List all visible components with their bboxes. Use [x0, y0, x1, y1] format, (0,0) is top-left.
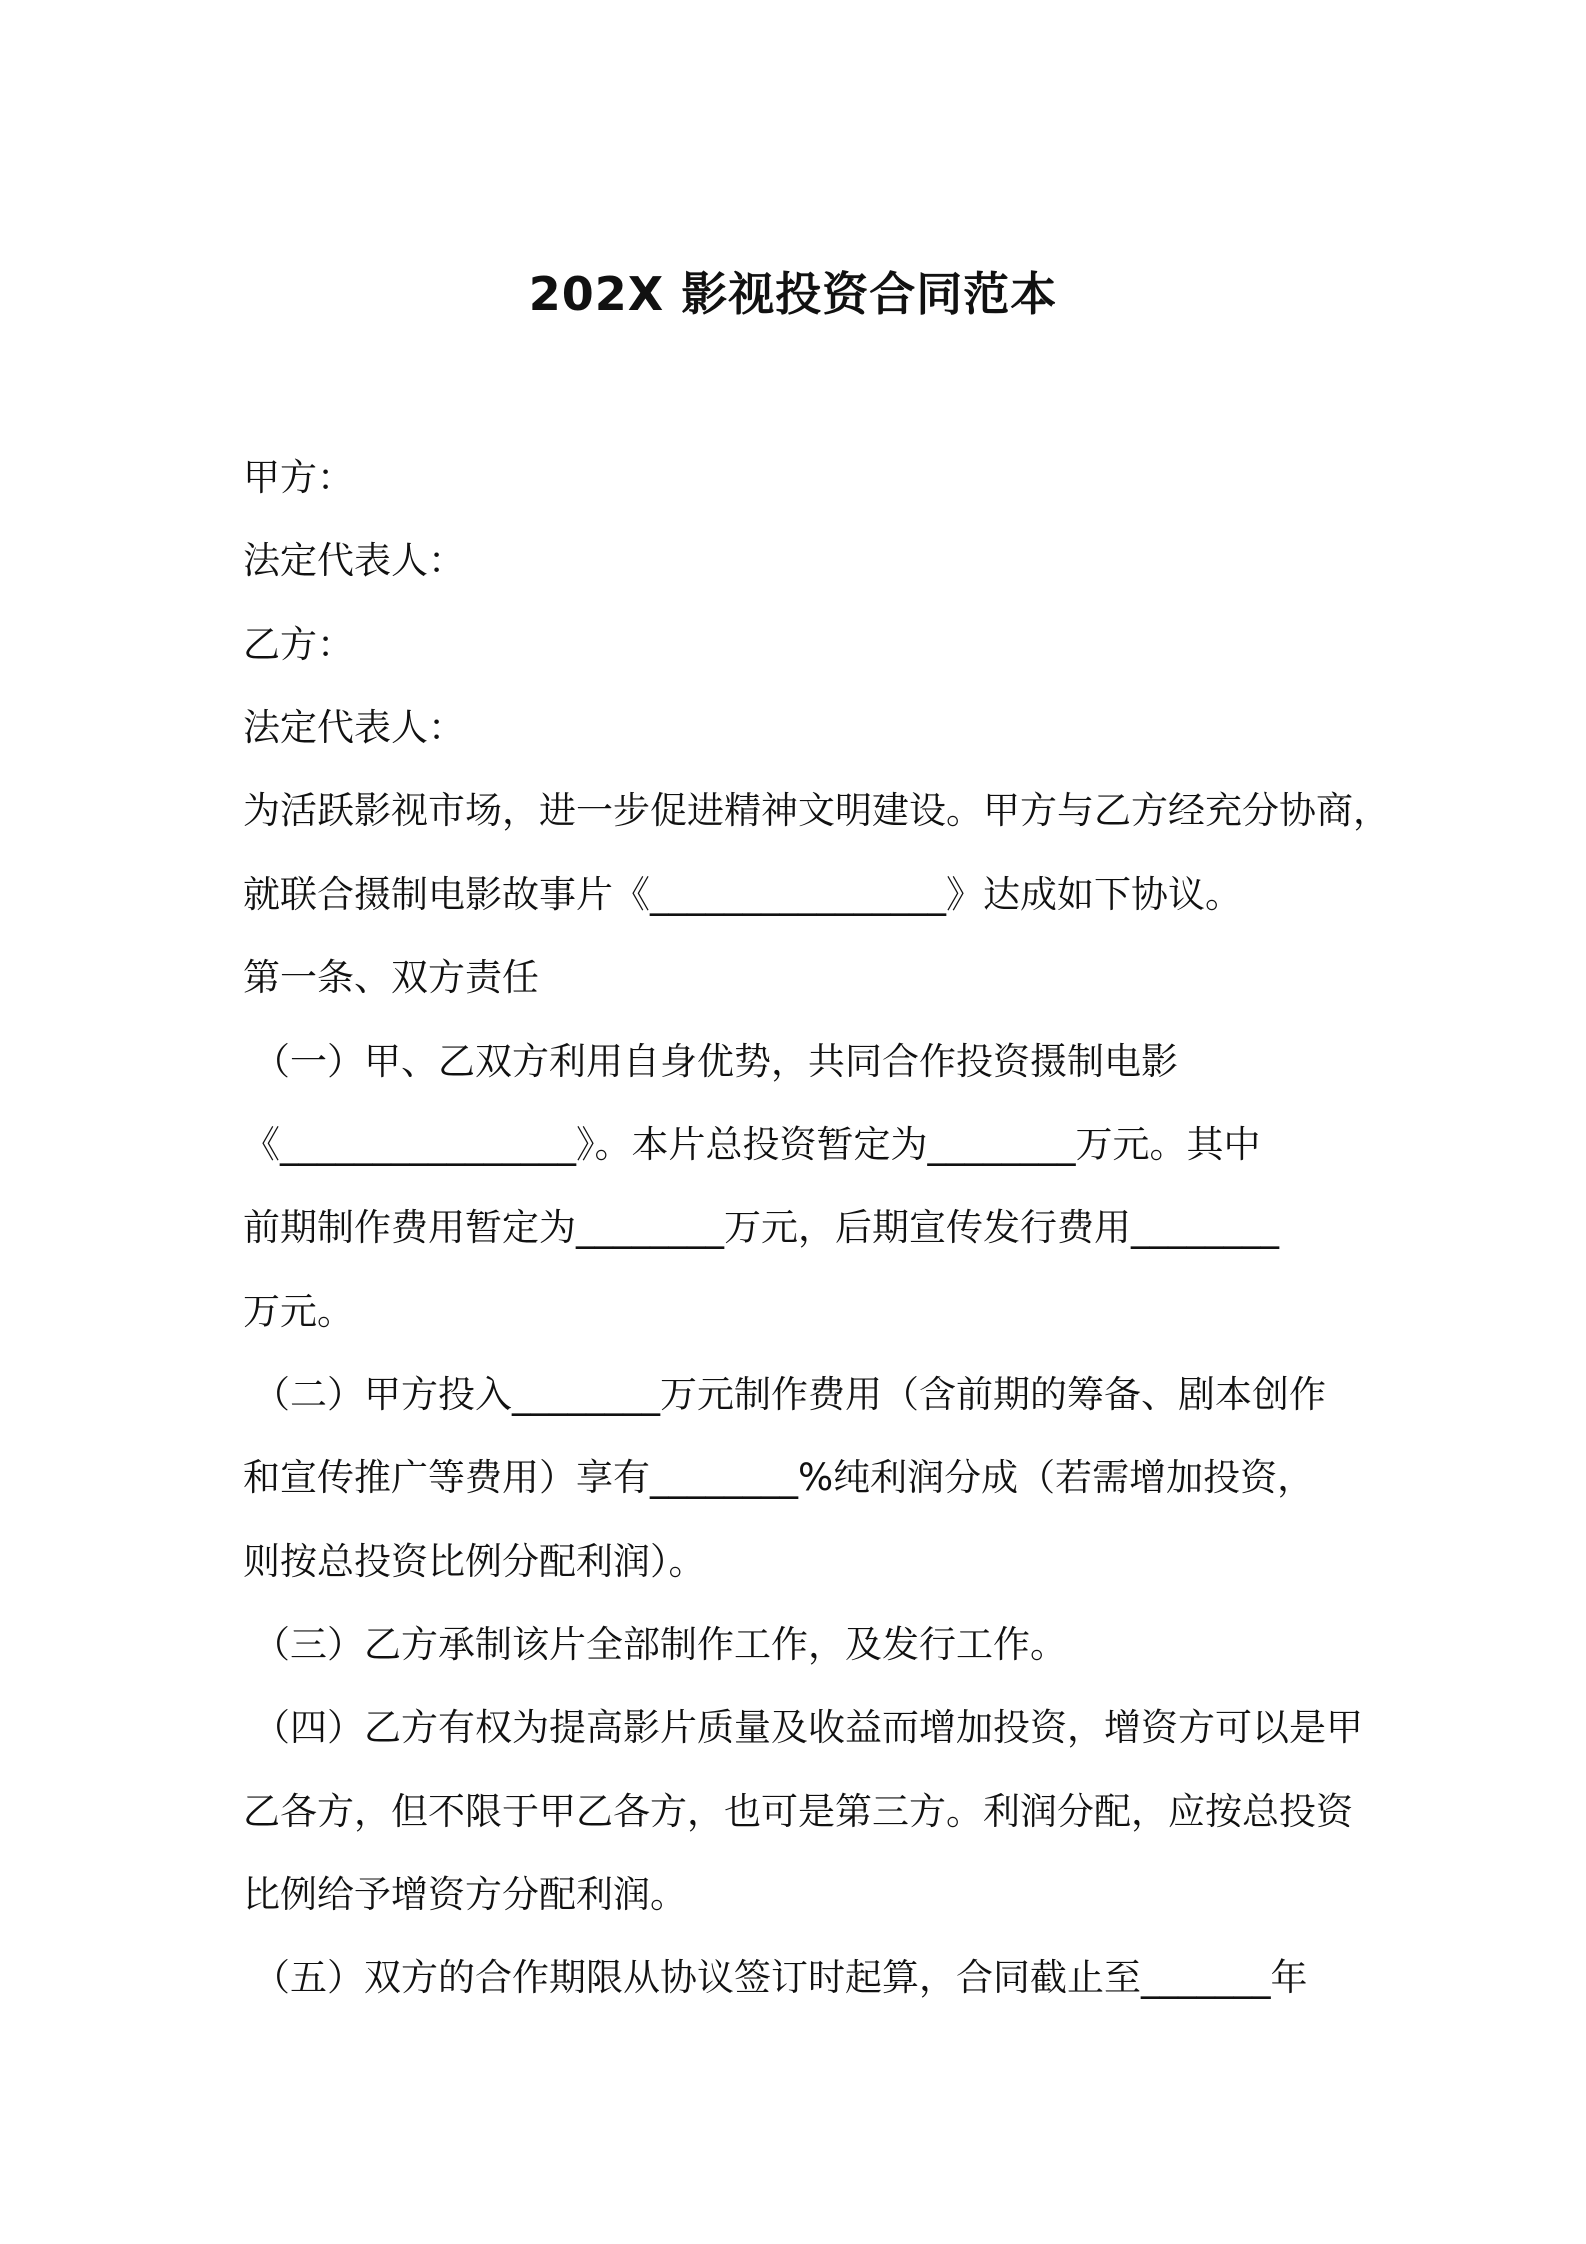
- party-a-label: 甲方：: [243, 456, 354, 499]
- clause-1-line-1: （一）甲、乙双方利用自身优势，共同合作投资摄制电影: [253, 1040, 1178, 1083]
- party-b-label: 乙方：: [243, 623, 354, 666]
- party-b-representative-label: 法定代表人：: [243, 706, 465, 749]
- clause-1-line-3: 前期制作费用暂定为________万元，后期宣传发行费用________: [243, 1206, 1279, 1249]
- clause-2-line-2: 和宣传推广等费用）享有________%纯利润分成（若需增加投资，: [243, 1456, 1315, 1499]
- clause-4-line-1: （四）乙方有权为提高影片质量及收益而增加投资，增资方可以是甲: [253, 1706, 1363, 1749]
- clause-3-line-1: （三）乙方承制该片全部制作工作，及发行工作。: [253, 1623, 1067, 1666]
- clause-2-line-3: 则按总投资比例分配利润）。: [243, 1540, 706, 1583]
- clause-2-line-1: （二）甲方投入________万元制作费用（含前期的筹备、剧本创作: [253, 1373, 1326, 1416]
- article-1-heading: 第一条、双方责任: [243, 956, 539, 999]
- preamble-line-1: 为活跃影视市场，进一步促进精神文明建设。甲方与乙方经充分协商，: [243, 789, 1390, 832]
- clause-4-line-2: 乙各方，但不限于甲乙各方，也可是第三方。利润分配，应按总投资: [243, 1790, 1353, 1833]
- clause-5-line-1: （五）双方的合作期限从协议签订时起算，合同截止至_______年: [253, 1956, 1308, 1999]
- clause-1-line-4: 万元。: [243, 1290, 354, 1333]
- document-title: 202X 影视投资合同范本: [528, 267, 1058, 321]
- clause-4-line-3: 比例给予增资方分配利润。: [243, 1873, 687, 1916]
- clause-1-line-2: 《________________》。本片总投资暂定为________万元。其中: [243, 1123, 1261, 1166]
- preamble-line-2: 就联合摄制电影故事片《________________》达成如下协议。: [243, 873, 1242, 916]
- party-a-representative-label: 法定代表人：: [243, 539, 465, 582]
